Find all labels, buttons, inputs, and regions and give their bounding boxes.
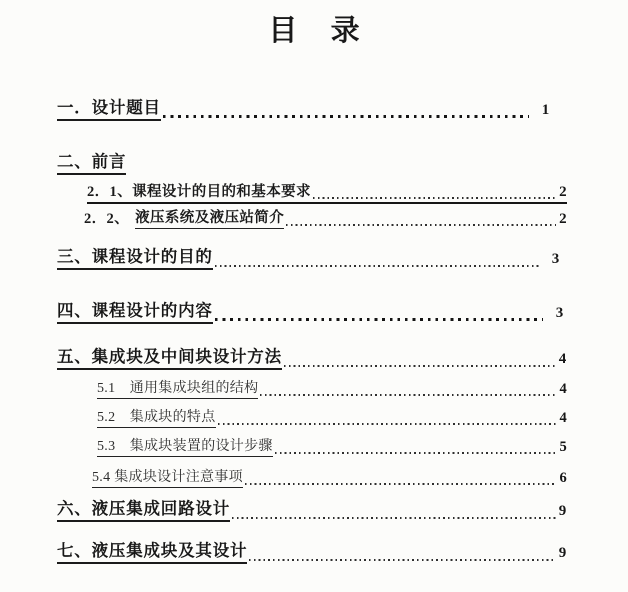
toc-entry-page: 1	[541, 102, 550, 118]
toc-entry-page: 9	[558, 503, 567, 519]
toc-entry	[97, 380, 567, 399]
dot-leader	[215, 249, 539, 270]
toc-entry-label: 五、集成块及中间块设计方法	[57, 347, 282, 370]
dot-leader	[245, 469, 557, 488]
toc-entry	[57, 543, 567, 564]
dot-leader	[163, 100, 529, 121]
toc-entry	[92, 469, 567, 488]
dot-leader	[260, 380, 556, 399]
toc-entry-label: 5.1 通用集成块组的结构	[97, 379, 258, 399]
toc-entry-page: 9	[558, 545, 567, 561]
dot-leader	[286, 210, 556, 229]
dot-leader	[313, 183, 556, 202]
toc-entry-label: 5.4 集成块设计注意事项	[92, 468, 243, 488]
toc-entry-page: 3	[555, 305, 564, 321]
toc-entry	[57, 349, 567, 370]
toc-entry	[84, 210, 567, 229]
toc-entry	[57, 303, 564, 324]
dot-leader	[275, 438, 557, 457]
dot-leader	[215, 303, 543, 324]
toc-entry	[57, 501, 567, 522]
page-title: 目 录	[268, 15, 373, 47]
dot-leader	[218, 409, 557, 428]
toc-entry-label: 四、课程设计的内容	[57, 301, 213, 324]
toc-entry-prefix: 2．2、	[84, 211, 130, 227]
toc-entry-page: 4	[559, 410, 567, 426]
toc-entry	[97, 409, 567, 428]
toc-entry-page: 5	[559, 439, 567, 455]
toc-entry	[57, 249, 560, 270]
toc-entry-page: 3	[551, 251, 560, 267]
dot-leader	[249, 543, 555, 564]
toc-entry-label: 七、液压集成块及其设计	[57, 541, 247, 564]
toc-entry-page: 2	[559, 211, 567, 227]
toc-entry	[57, 100, 550, 121]
toc-entry-label: 5.2 集成块的特点	[97, 408, 216, 428]
toc-entry-page: 6	[559, 470, 567, 486]
toc-entry-label: 2．1、课程设计的目的和基本要求	[87, 184, 311, 200]
toc-entry-page: 2	[559, 184, 567, 200]
toc-entry-label: 液压系统及液压站简介	[135, 209, 284, 229]
toc-entry-label: 二、前言	[57, 152, 126, 175]
toc-entry-label: 六、液压集成回路设计	[57, 499, 230, 522]
toc-entry-label: 一．设计题目	[57, 98, 161, 121]
toc-entry-page: 4	[559, 381, 567, 397]
toc-entry-page: 4	[558, 351, 567, 367]
dot-leader	[232, 501, 556, 522]
toc-entry	[97, 438, 567, 457]
toc-entry	[57, 154, 567, 175]
toc-entry	[87, 183, 567, 204]
dot-leader	[284, 349, 556, 370]
toc-entry-label: 5.3 集成块装置的设计步骤	[97, 437, 273, 457]
toc-entry-label: 三、课程设计的目的	[57, 247, 213, 270]
